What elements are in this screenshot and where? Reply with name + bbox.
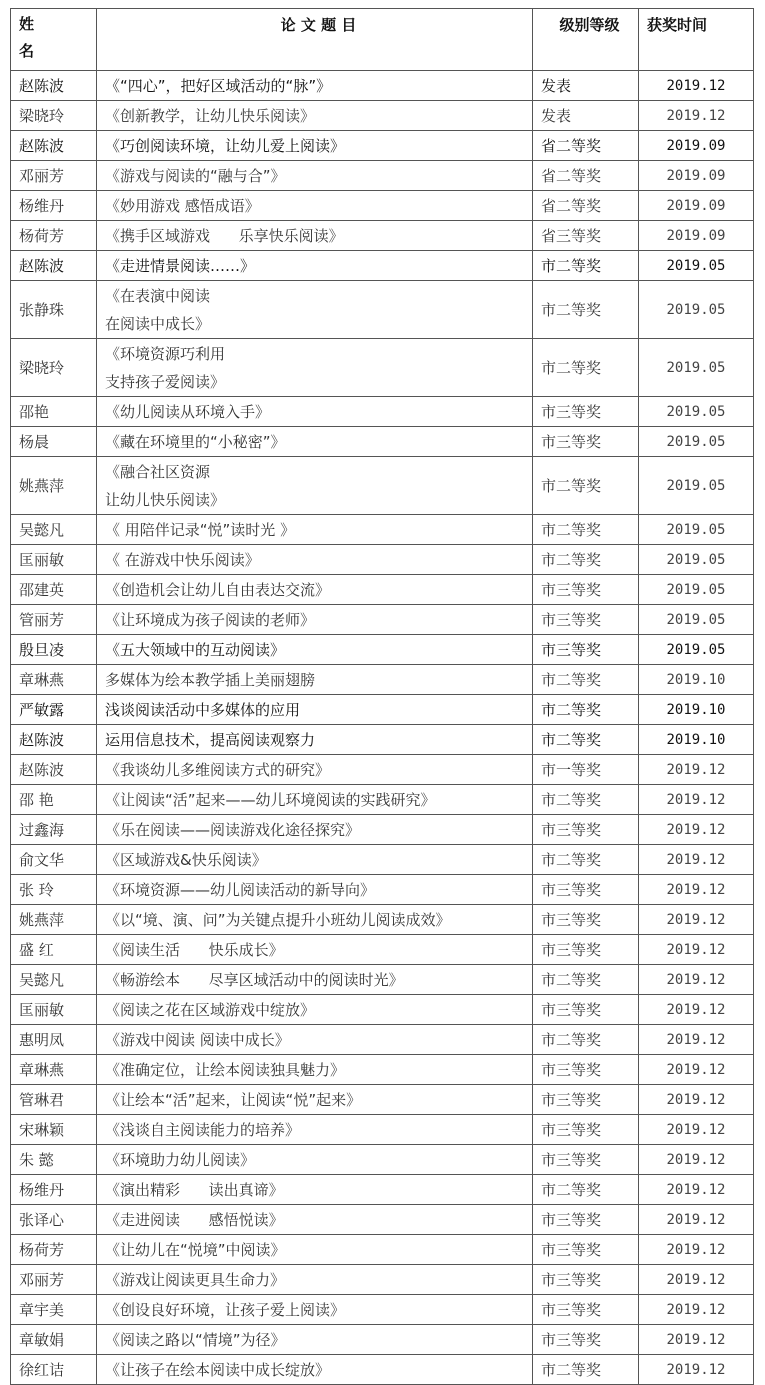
cell-name: 匡丽敏: [11, 545, 97, 575]
cell-time: 2019.10: [639, 695, 754, 725]
cell-name: 徐红诘: [11, 1355, 97, 1385]
table-row: [11, 1205, 754, 1235]
cell-time: 2019.05: [639, 251, 754, 281]
cell-title: 《游戏与阅读的“融与合”》: [97, 161, 533, 191]
table-row: [11, 1295, 754, 1325]
cell-time: 2019.05: [639, 545, 754, 575]
table-row: [11, 397, 754, 427]
cell-time: 2019.12: [639, 1325, 754, 1355]
cell-name: 姚燕萍: [11, 457, 97, 515]
table-row: [11, 545, 754, 575]
cell-time: 2019.05: [639, 575, 754, 605]
cell-title: 《走进阅读 感悟悦读》: [97, 1205, 533, 1235]
cell-time: 2019.05: [639, 427, 754, 457]
cell-name: 邵建英: [11, 575, 97, 605]
cell-level: 市三等奖: [533, 1115, 639, 1145]
cell-name: 管琳君: [11, 1085, 97, 1115]
cell-time: 2019.12: [639, 101, 754, 131]
cell-title: 《融合社区资源 让幼儿快乐阅读》: [97, 457, 533, 515]
cell-name: 赵陈波: [11, 131, 97, 161]
cell-time: 2019.05: [639, 281, 754, 339]
cell-title: 《区域游戏&快乐阅读》: [97, 845, 533, 875]
cell-title: 《五大领域中的互动阅读》: [97, 635, 533, 665]
cell-level: 市二等奖: [533, 845, 639, 875]
cell-title: 多媒体为绘本教学插上美丽翅膀: [97, 665, 533, 695]
table-row: [11, 515, 754, 545]
cell-level: 市二等奖: [533, 1175, 639, 1205]
cell-name: 章敏娟: [11, 1325, 97, 1355]
cell-level: 市二等奖: [533, 457, 639, 515]
table-row: [11, 191, 754, 221]
cell-level: 市三等奖: [533, 1205, 639, 1235]
cell-level: 市三等奖: [533, 815, 639, 845]
cell-time: 2019.05: [639, 397, 754, 427]
cell-time: 2019.09: [639, 191, 754, 221]
cell-title: 《演出精彩 读出真谛》: [97, 1175, 533, 1205]
table-row: [11, 1085, 754, 1115]
cell-time: 2019.12: [639, 1265, 754, 1295]
table-row: [11, 605, 754, 635]
cell-name: 俞文华: [11, 845, 97, 875]
cell-title: 《在表演中阅读 在阅读中成长》: [97, 281, 533, 339]
cell-title: 《创造机会让幼儿自由表达交流》: [97, 575, 533, 605]
cell-title: 《巧创阅读环境，让幼儿爱上阅读》: [97, 131, 533, 161]
cell-time: 2019.12: [639, 1295, 754, 1325]
table-row: [11, 71, 754, 101]
cell-time: 2019.12: [639, 1145, 754, 1175]
cell-level: 市二等奖: [533, 665, 639, 695]
cell-level: 市二等奖: [533, 515, 639, 545]
cell-name: 杨荷芳: [11, 1235, 97, 1265]
table-row: [11, 995, 754, 1025]
table-row: [11, 815, 754, 845]
table-row: [11, 1175, 754, 1205]
cell-name: 杨维丹: [11, 191, 97, 221]
header-title: 论 文 题 目: [97, 9, 533, 71]
cell-name: 梁晓玲: [11, 101, 97, 131]
cell-name: 梁晓玲: [11, 339, 97, 397]
table-row: [11, 935, 754, 965]
cell-time: 2019.12: [639, 785, 754, 815]
cell-level: 市三等奖: [533, 1295, 639, 1325]
cell-time: 2019.12: [639, 875, 754, 905]
cell-title: 《我谈幼儿多维阅读方式的研究》: [97, 755, 533, 785]
cell-name: 章琳燕: [11, 1055, 97, 1085]
cell-name: 宋琳颖: [11, 1115, 97, 1145]
table-row: [11, 1145, 754, 1175]
cell-time: 2019.10: [639, 725, 754, 755]
cell-time: 2019.12: [639, 845, 754, 875]
header-level: 级别等级: [533, 9, 639, 71]
cell-name: 惠明凤: [11, 1025, 97, 1055]
cell-title: 《阅读之花在区域游戏中绽放》: [97, 995, 533, 1025]
cell-title: 《乐在阅读——阅读游戏化途径探究》: [97, 815, 533, 845]
cell-name: 杨维丹: [11, 1175, 97, 1205]
cell-level: 市二等奖: [533, 545, 639, 575]
header-name-line1: 姓: [19, 15, 35, 33]
cell-title: 《让幼儿在“悦境”中阅读》: [97, 1235, 533, 1265]
cell-level: 市三等奖: [533, 427, 639, 457]
cell-title: 《让绘本“活”起来，让阅读“悦”起来》: [97, 1085, 533, 1115]
cell-level: 市二等奖: [533, 695, 639, 725]
cell-name: 章宇美: [11, 1295, 97, 1325]
cell-name: 邓丽芳: [11, 161, 97, 191]
table-row: [11, 785, 754, 815]
cell-time: 2019.12: [639, 1085, 754, 1115]
cell-name: 张译心: [11, 1205, 97, 1235]
table-row: [11, 845, 754, 875]
table-row: [11, 665, 754, 695]
cell-time: 2019.05: [639, 635, 754, 665]
cell-time: 2019.12: [639, 71, 754, 101]
cell-title: 《环境资源巧利用 支持孩子爱阅读》: [97, 339, 533, 397]
cell-title: 《“四心”，把好区域活动的“脉”》: [97, 71, 533, 101]
cell-time: 2019.05: [639, 457, 754, 515]
cell-title: 《幼儿阅读从环境入手》: [97, 397, 533, 427]
table-row: [11, 281, 754, 339]
cell-time: 2019.09: [639, 221, 754, 251]
table-row: [11, 905, 754, 935]
cell-title: 《让环境成为孩子阅读的老师》: [97, 605, 533, 635]
cell-title: 《准确定位，让绘本阅读独具魅力》: [97, 1055, 533, 1085]
cell-title: 《创设良好环境，让孩子爱上阅读》: [97, 1295, 533, 1325]
table-row: [11, 1325, 754, 1355]
cell-time: 2019.12: [639, 1235, 754, 1265]
cell-title: 《阅读生活 快乐成长》: [97, 935, 533, 965]
cell-level: 市二等奖: [533, 965, 639, 995]
cell-name: 盛 红: [11, 935, 97, 965]
cell-title: 《环境助力幼儿阅读》: [97, 1145, 533, 1175]
cell-level: 省二等奖: [533, 131, 639, 161]
table-row: [11, 221, 754, 251]
cell-time: 2019.12: [639, 905, 754, 935]
cell-level: 市三等奖: [533, 575, 639, 605]
cell-level: 市三等奖: [533, 935, 639, 965]
cell-title: 《以“境、演、问”为关键点提升小班幼儿阅读成效》: [97, 905, 533, 935]
cell-level: 市二等奖: [533, 725, 639, 755]
cell-name: 赵陈波: [11, 755, 97, 785]
cell-name: 章琳燕: [11, 665, 97, 695]
table-row: [11, 161, 754, 191]
cell-name: 杨晨: [11, 427, 97, 457]
table-row: [11, 101, 754, 131]
cell-title: 《浅谈自主阅读能力的培养》: [97, 1115, 533, 1145]
cell-time: 2019.12: [639, 1175, 754, 1205]
table-row: [11, 635, 754, 665]
table-row: [11, 1265, 754, 1295]
cell-level: 市一等奖: [533, 755, 639, 785]
table-body: [11, 71, 754, 1385]
header-row: [11, 9, 754, 71]
cell-title: 《走进情景阅读……》: [97, 251, 533, 281]
cell-level: 市二等奖: [533, 1355, 639, 1385]
table-row: [11, 725, 754, 755]
cell-level: 市三等奖: [533, 1085, 639, 1115]
cell-level: 市三等奖: [533, 1235, 639, 1265]
cell-level: 市三等奖: [533, 635, 639, 665]
cell-level: 市三等奖: [533, 397, 639, 427]
table-row: [11, 965, 754, 995]
cell-name: 赵陈波: [11, 251, 97, 281]
cell-title: 《畅游绘本 尽享区域活动中的阅读时光》: [97, 965, 533, 995]
table-row: [11, 1115, 754, 1145]
cell-level: 发表: [533, 101, 639, 131]
cell-time: 2019.05: [639, 339, 754, 397]
cell-name: 过鑫海: [11, 815, 97, 845]
cell-name: 邵艳: [11, 397, 97, 427]
cell-name: 姚燕萍: [11, 905, 97, 935]
cell-name: 管丽芳: [11, 605, 97, 635]
table-row: [11, 251, 754, 281]
cell-name: 邵 艳: [11, 785, 97, 815]
table-row: [11, 695, 754, 725]
cell-name: 吴懿凡: [11, 515, 97, 545]
table-row: [11, 1025, 754, 1055]
cell-level: 市二等奖: [533, 1025, 639, 1055]
table-row: [11, 457, 754, 515]
cell-level: 市三等奖: [533, 1265, 639, 1295]
cell-name: 殷旦凌: [11, 635, 97, 665]
table-row: [11, 755, 754, 785]
table-row: [11, 1355, 754, 1385]
cell-title: 《让孩子在绘本阅读中成长绽放》: [97, 1355, 533, 1385]
cell-level: 省二等奖: [533, 161, 639, 191]
cell-time: 2019.12: [639, 965, 754, 995]
cell-level: 市三等奖: [533, 1055, 639, 1085]
cell-level: 市二等奖: [533, 251, 639, 281]
cell-name: 张静珠: [11, 281, 97, 339]
cell-name: 朱 懿: [11, 1145, 97, 1175]
cell-time: 2019.12: [639, 935, 754, 965]
cell-name: 邓丽芳: [11, 1265, 97, 1295]
cell-level: 市三等奖: [533, 1145, 639, 1175]
cell-title: 《游戏让阅读更具生命力》: [97, 1265, 533, 1295]
cell-time: 2019.12: [639, 755, 754, 785]
cell-time: 2019.12: [639, 995, 754, 1025]
cell-title: 《让阅读“活”起来——幼儿环境阅读的实践研究》: [97, 785, 533, 815]
cell-time: 2019.05: [639, 515, 754, 545]
cell-name: 张 玲: [11, 875, 97, 905]
cell-level: 发表: [533, 71, 639, 101]
cell-name: 赵陈波: [11, 725, 97, 755]
header-name-line2: 名: [19, 42, 35, 60]
cell-level: 市二等奖: [533, 339, 639, 397]
cell-title: 《阅读之路以“情境”为径》: [97, 1325, 533, 1355]
cell-time: 2019.10: [639, 665, 754, 695]
cell-time: 2019.05: [639, 605, 754, 635]
awards-table: [10, 8, 754, 1385]
cell-time: 2019.12: [639, 1055, 754, 1085]
cell-time: 2019.12: [639, 1025, 754, 1055]
cell-name: 吴懿凡: [11, 965, 97, 995]
header-name: [11, 9, 97, 71]
cell-level: 省二等奖: [533, 191, 639, 221]
cell-time: 2019.12: [639, 1205, 754, 1235]
cell-time: 2019.12: [639, 1115, 754, 1145]
cell-time: 2019.09: [639, 131, 754, 161]
cell-level: 市三等奖: [533, 1325, 639, 1355]
cell-level: 市三等奖: [533, 905, 639, 935]
table-row: [11, 131, 754, 161]
cell-time: 2019.12: [639, 815, 754, 845]
cell-title: 《携手区域游戏 乐享快乐阅读》: [97, 221, 533, 251]
cell-title: 浅谈阅读活动中多媒体的应用: [97, 695, 533, 725]
cell-level: 市三等奖: [533, 605, 639, 635]
cell-time: 2019.12: [639, 1355, 754, 1385]
cell-level: 市二等奖: [533, 785, 639, 815]
cell-title: 《环境资源——幼儿阅读活动的新导向》: [97, 875, 533, 905]
table-row: [11, 875, 754, 905]
cell-level: 市三等奖: [533, 995, 639, 1025]
table-row: [11, 575, 754, 605]
cell-title: 运用信息技术，提高阅读观察力: [97, 725, 533, 755]
table-row: [11, 339, 754, 397]
cell-name: 匡丽敏: [11, 995, 97, 1025]
cell-level: 省三等奖: [533, 221, 639, 251]
cell-title: 《游戏中阅读 阅读中成长》: [97, 1025, 533, 1055]
cell-name: 杨荷芳: [11, 221, 97, 251]
cell-title: 《 在游戏中快乐阅读》: [97, 545, 533, 575]
table-row: [11, 427, 754, 457]
table-row: [11, 1055, 754, 1085]
cell-title: 《妙用游戏 感悟成语》: [97, 191, 533, 221]
cell-name: 严敏露: [11, 695, 97, 725]
cell-title: 《 用陪伴记录“悦”读时光 》: [97, 515, 533, 545]
cell-title: 《藏在环境里的“小秘密”》: [97, 427, 533, 457]
cell-level: 市二等奖: [533, 281, 639, 339]
cell-level: 市三等奖: [533, 875, 639, 905]
cell-time: 2019.09: [639, 161, 754, 191]
cell-title: 《创新教学，让幼儿快乐阅读》: [97, 101, 533, 131]
table-row: [11, 1235, 754, 1265]
cell-name: 赵陈波: [11, 71, 97, 101]
header-time: 获奖时间: [639, 9, 754, 71]
